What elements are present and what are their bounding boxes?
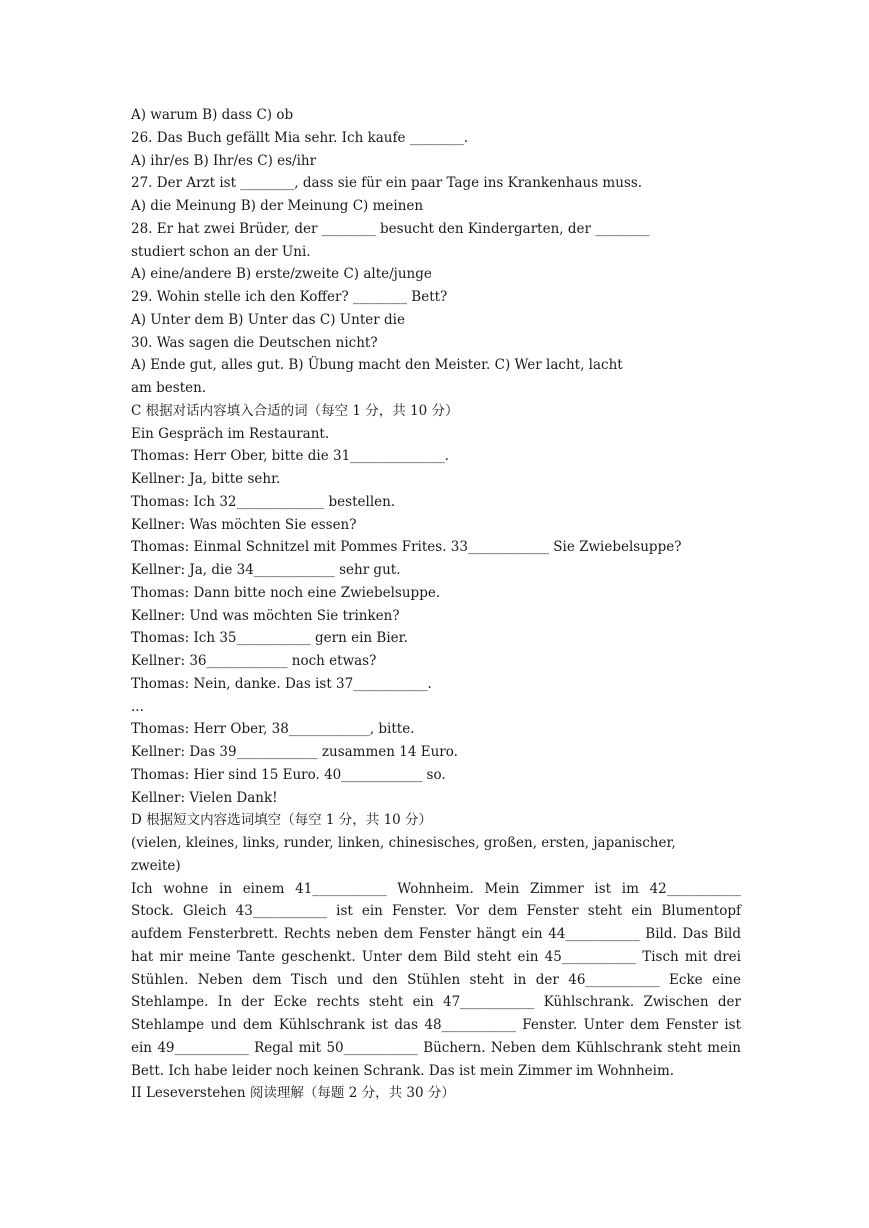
passage-line: aufdem Fensterbrett. Rechts neben dem Fenster hängt ein 44___________ Bild. Das Bild — [131, 926, 741, 942]
options-q27: A) die Meinung B) der Meinung C) meinen — [131, 198, 424, 214]
dialogue-ellipsis: ... — [131, 698, 144, 715]
passage-line: Stehlampe. In der Ecke rechts steht ein 47___________ Kühlschrank. Zwischen der — [131, 994, 741, 1011]
dialogue-line: Kellner: Ja, die 34____________ sehr gut. — [131, 562, 401, 578]
question-26: 26. Das Buch gefällt Mia sehr. Ich kaufe ________. — [131, 129, 469, 146]
dialogue-line: Thomas: Ich 35___________ gern ein Bier. — [131, 630, 408, 647]
dialogue-line: Kellner: Das 39____________ zusammen 14 Euro. — [131, 744, 458, 760]
options-q30: A) Ende gut, alles gut. B) Übung macht den Meister. C) Wer lacht, lacht — [131, 357, 623, 374]
word-bank-cont: zweite) — [131, 857, 181, 874]
options-q29: A) Unter dem B) Unter das C) Unter die — [131, 311, 405, 328]
dialogue-line: Thomas: Ich 32_____________ bestellen. — [131, 493, 396, 510]
passage-line: hat mir meine Tante geschenkt. Unter dem Bild steht ein 45___________ Tisch mit drei — [131, 948, 741, 965]
dialogue-line: Kellner: Vielen Dank! — [131, 789, 278, 806]
passage-line: Bett. Ich habe leider noch keinen Schrank. Das ist mein Zimmer im Wohnheim. — [131, 1062, 675, 1079]
dialogue-line: Kellner: 36____________ noch etwas? — [131, 653, 377, 669]
dialogue-line: Kellner: Ja, bitte sehr. — [131, 471, 281, 487]
dialogue-line: Thomas: Nein, danke. Das ist 37___________. — [131, 675, 432, 692]
dialogue-line: Kellner: Und was möchten Sie trinken? — [131, 607, 400, 624]
passage-line: ein 49___________ Regal mit 50___________ Büchern. Neben dem Kühlschrank steht mein — [131, 1039, 741, 1056]
options-q26: A) ihr/es B) Ihr/es C) es/ihr — [131, 152, 317, 169]
dialogue-line: Thomas: Einmal Schnitzel mit Pommes Frites. 33____________ Sie Zwiebelsuppe? — [131, 539, 682, 556]
document-page — [131, 104, 741, 1105]
question-27: 27. Der Arzt ist ________, dass sie für ein paar Tage ins Krankenhaus muss. — [131, 175, 643, 192]
question-29: 29. Wohin stelle ich den Koffer? ________ Bett? — [131, 289, 448, 305]
dialogue-line: Thomas: Herr Ober, 38____________, bitte. — [131, 721, 415, 738]
section-c-heading: C 根据对话内容填入合适的词（每空 1 分，共 10 分） — [131, 402, 459, 419]
passage-line: Stühlen. Neben dem Tisch und den Stühlen steht in der 46___________ Ecke eine — [131, 971, 741, 988]
dialogue-title: Ein Gespräch im Restaurant. — [131, 425, 330, 442]
word-bank: (vielen, kleines, links, runder, linken, chinesisches, großen, ersten, japanischer, — [131, 835, 676, 851]
passage-line: Stock. Gleich 43___________ ist ein Fenster. Vor dem Fenster steht ein Blumentopf — [131, 903, 741, 920]
passage-line: Ich wohne in einem 41___________ Wohnheim. Mein Zimmer ist im 42___________ — [131, 880, 741, 897]
passage-line: Stehlampe und dem Kühlschrank ist das 48___________ Fenster. Unter dem Fenster ist — [131, 1017, 741, 1033]
question-28-cont: studiert schon an der Uni. — [131, 243, 311, 260]
options-q28: A) eine/andere B) erste/zweite C) alte/junge — [131, 266, 432, 283]
options-q25: A) warum B) dass C) ob — [131, 107, 294, 123]
section-d-heading: D 根据短文内容选词填空（每空 1 分，共 10 分） — [131, 812, 433, 829]
question-28: 28. Er hat zwei Brüder, der ________ besucht den Kindergarten, der ________ — [131, 220, 650, 237]
section-ii-heading: II Leseverstehen 阅读理解（每题 2 分，共 30 分） — [131, 1085, 455, 1102]
dialogue-line: Thomas: Herr Ober, bitte die 31______________. — [131, 448, 449, 465]
dialogue-line: Thomas: Dann bitte noch eine Zwiebelsuppe. — [131, 584, 441, 601]
question-30: 30. Was sagen die Deutschen nicht? — [131, 334, 378, 351]
dialogue-line: Thomas: Hier sind 15 Euro. 40____________ so. — [131, 766, 446, 783]
options-q30-cont: am besten. — [131, 380, 207, 396]
dialogue-line: Kellner: Was möchten Sie essen? — [131, 516, 357, 533]
